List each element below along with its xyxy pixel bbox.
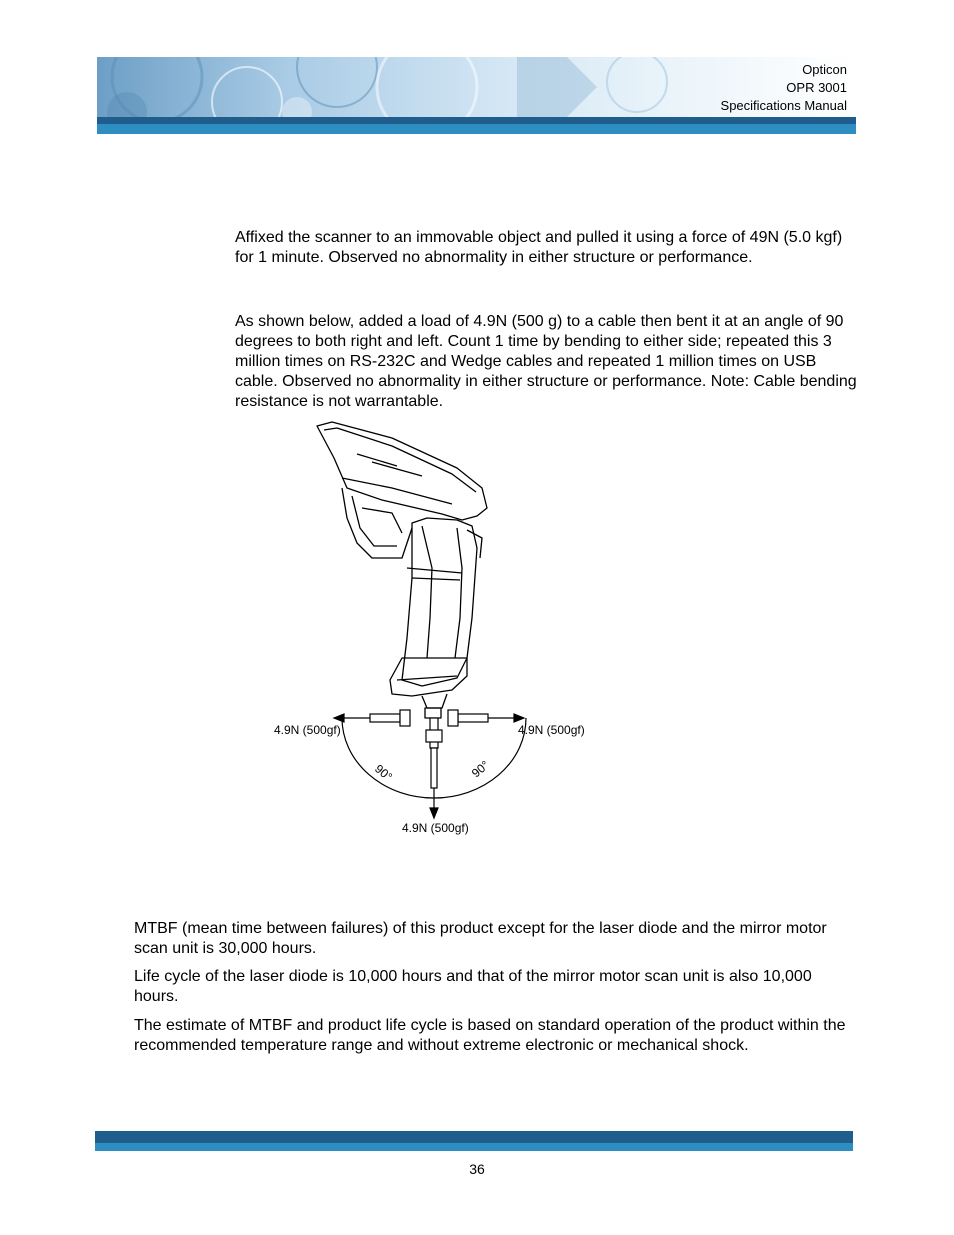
- scanner-diagram: [262, 418, 602, 838]
- life-cycle-text: Life cycle of the laser diode is 10,000 hours and that of the mirror motor scan unit is also 10,000 hours.: [134, 968, 812, 1005]
- force-label-left: 4.9N (500gf): [274, 723, 341, 737]
- cable-bending-figure: [262, 418, 602, 843]
- header-bar-light: [97, 124, 856, 134]
- header-doc-title: Specifications Manual: [720, 98, 847, 113]
- header-text: [721, 61, 847, 115]
- header-model: OPR 3001: [786, 80, 847, 95]
- header-bar-dark: [97, 117, 856, 124]
- cable-bending-text: As shown below, added a load of 4.9N (500 g) to a cable then bent it at an angle of 90 degrees to both right and left. Count 1 time by bending to either side; repeated this 3 million times on RS-232C and Wedge cables and repeated 1 million times on USB cable. Observed no abnormality in either structure or performance. Note: Cable bending resistance is not warrantable.: [235, 313, 857, 410]
- estimate-text: The estimate of MTBF and product life cycle is based on standard operation of the product within the recommended temperature range and without extreme electronic or mechanical shock.: [134, 1017, 846, 1054]
- cable-pull-text: Affixed the scanner to an immovable object and pulled it using a force of 49N (5.0 kgf) for 1 minute. Observed no abnormality in either structure or performance.: [235, 229, 843, 266]
- page-number: 36: [469, 1161, 485, 1177]
- header-company: Opticon: [802, 62, 847, 77]
- angle-label-left: 90°: [372, 761, 395, 784]
- force-label-right: 4.9N (500gf): [518, 723, 585, 737]
- footer-bar-dark: [95, 1131, 853, 1143]
- scanner-outline: [317, 422, 487, 718]
- angle-label-right: 90°: [468, 757, 492, 781]
- mtbf-text: MTBF (mean time between failures) of this product except for the laser diode and the mirror motor scan unit is 30,000 hours.: [134, 920, 827, 957]
- footer-bar-light: [95, 1143, 853, 1151]
- force-label-bottom: 4.9N (500gf): [402, 821, 469, 835]
